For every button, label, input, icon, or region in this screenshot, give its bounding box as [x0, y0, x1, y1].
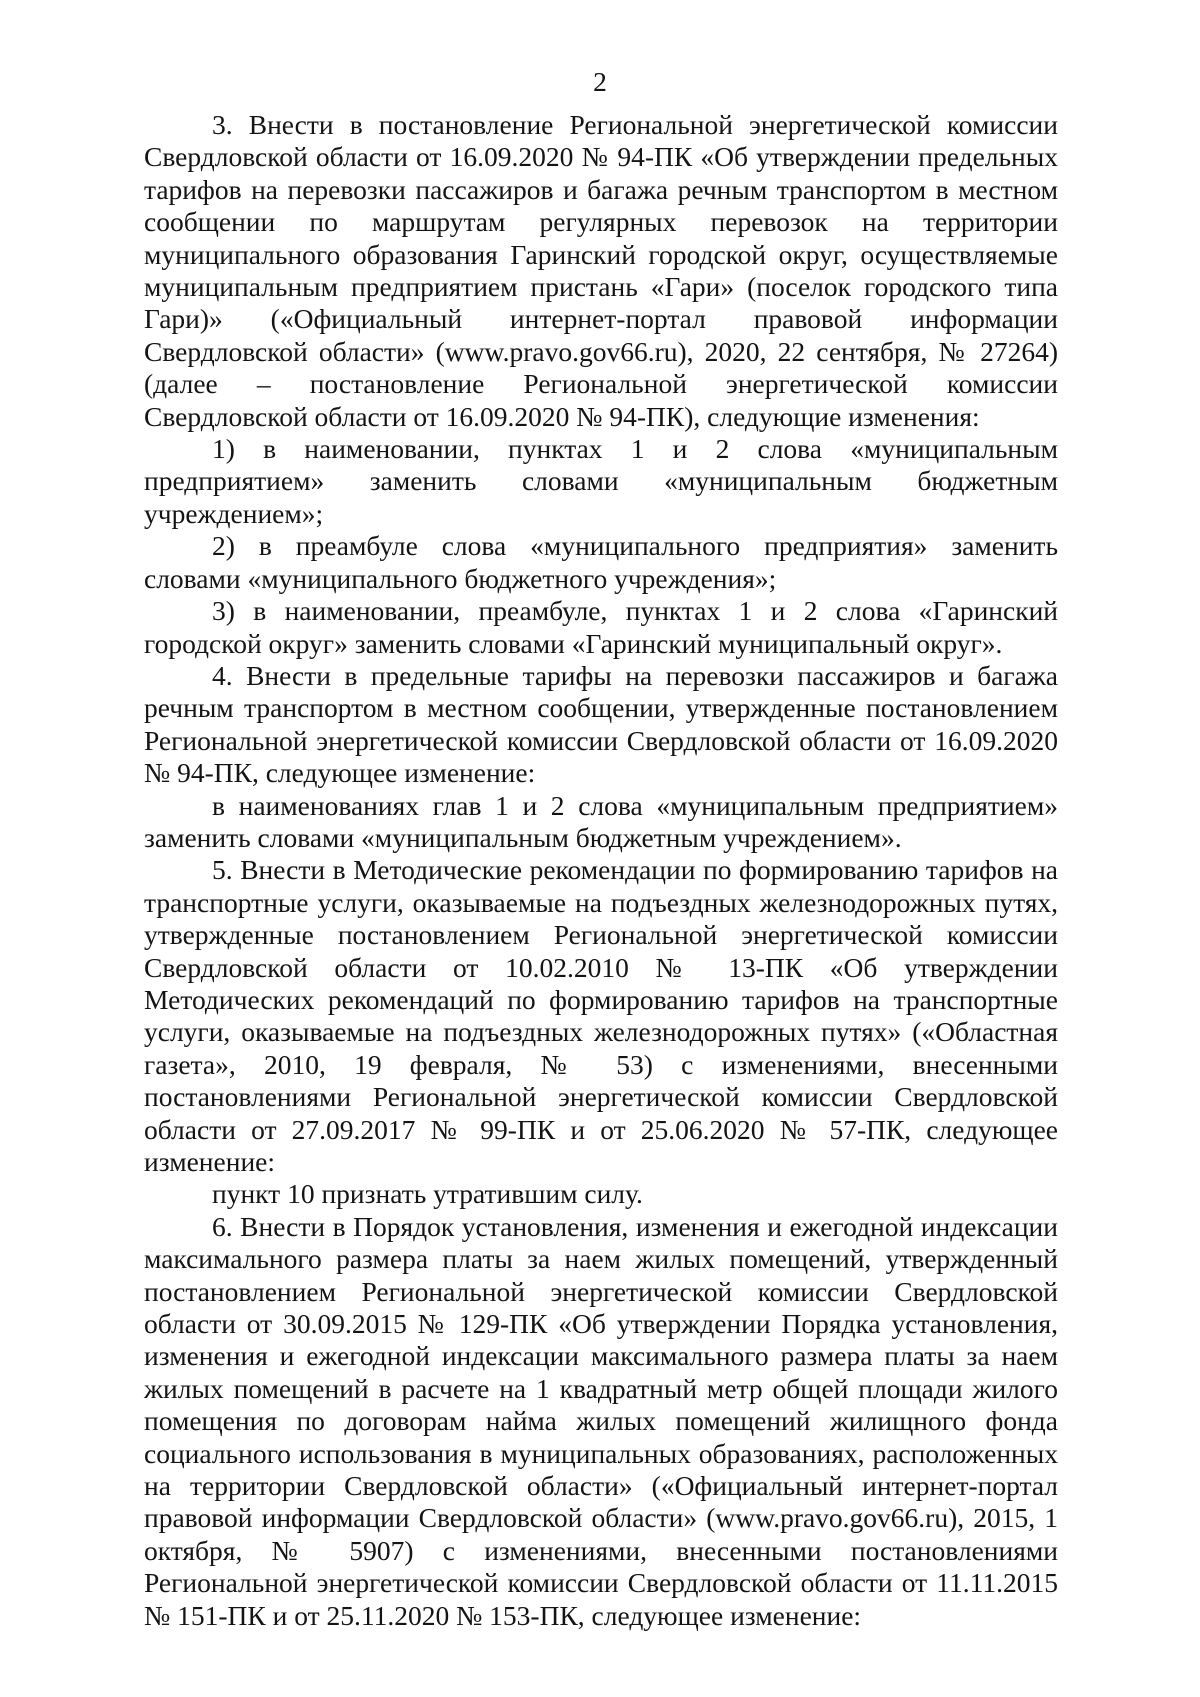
paragraph-item-5-change: пункт 10 признать утратившим силу. — [212, 1178, 643, 1210]
paragraph-subitem-1: 1) в наименовании, пунктах 1 и 2 слова «муниципальным предприятием» заменить словами «муниципальным бюджетным учреждением»; — [144, 433, 1058, 529]
paragraph-item-4: 4. Внести в предельные тарифы на перевозки пассажиров и багажа речным транспортом в местном сообщении, утвержденные постановлением Региональной энергетической комиссии Свердловской области от 16.09.2020 № 94-ПК, следующее изменение: — [144, 659, 1058, 789]
paragraph-subitem-2: 2) в преамбуле слова «муниципального предприятия» заменить словами «муниципального бюджетного учреждения»; — [144, 530, 1058, 594]
page-number: 2 — [593, 66, 607, 97]
document-body — [144, 109, 1058, 1632]
paragraph-item-6: 6. Внести в Порядок установления, изменения и ежегодной индексации максимального размера платы за наем жилых помещений, утвержденный постановлением Региональной энергетической комиссии Свердловской области от 30.09.2015 № 129-ПК «Об утверждении Порядка установления, изменения и ежегодной индексации максимального размера платы за наем жилых помещений в расчете на 1 квадратный метр общей площади жилого помещения по договорам найма жилых помещений жилищного фонда социального использования в муниципальных образованиях, расположенных на территории Свердловской области» («Официальный интернет-портал правовой информации Свердловской области» (www.pravo.gov66.ru), 2015, 1 октября, № 5907) с изменениями, внесенными постановлениями Региональной энергетической комиссии Свердловской области от 11.11.2015 № 151-ПК и от 25.11.2020 № 153-ПК, следующее изменение: — [144, 1210, 1058, 1631]
paragraph-item-5: 5. Внести в Методические рекомендации по формированию тарифов на транспортные услуги, оказываемые на подъездных железнодорожных путях, утвержденные постановлением Региональной энергетической комиссии Свердловской области от 10.02.2010 № 13-ПК «Об утверждении Методических рекомендаций по формированию тарифов на транспортные услуги, оказываемые на подъездных железнодорожных путях» («Областная газета», 2010, 19 февраля, № 53) с изменениями, внесенными постановлениями Региональной энергетической комиссии Свердловской области от 27.09.2017 № 99-ПК и от 25.06.2020 № 57-ПК, следующее изменение: — [144, 854, 1058, 1177]
paragraph-subitem-3: 3) в наименовании, преамбуле, пунктах 1 и 2 слова «Гаринский городской округ» заменить словами «Гаринский муниципальный округ». — [144, 595, 1058, 659]
paragraph-item-4-change: в наименованиях глав 1 и 2 слова «муниципальным предприятием» заменить словами «муниципальным бюджетным учреждением». — [144, 789, 1058, 853]
paragraph-item-3: 3. Внести в постановление Региональной энергетической комиссии Свердловской области от 16.09.2020 № 94-ПК «Об утверждении предельных тарифов на перевозки пассажиров и багажа речным транспортом в местном сообщении по маршрутам регулярных перевозок на территории муниципального образования Гаринский городской округ, осуществляемые муниципальным предприятием пристань «Гари» (поселок городского типа Гари)» («Официальный интернет-портал правовой информации Свердловской области» (www.pravo.gov66.ru), 2020, 22 сентября, № 27264) (далее – постановление Региональной энергетической комиссии Свердловской области от 16.09.2020 № 94-ПК), следующие изменения: — [144, 109, 1058, 432]
